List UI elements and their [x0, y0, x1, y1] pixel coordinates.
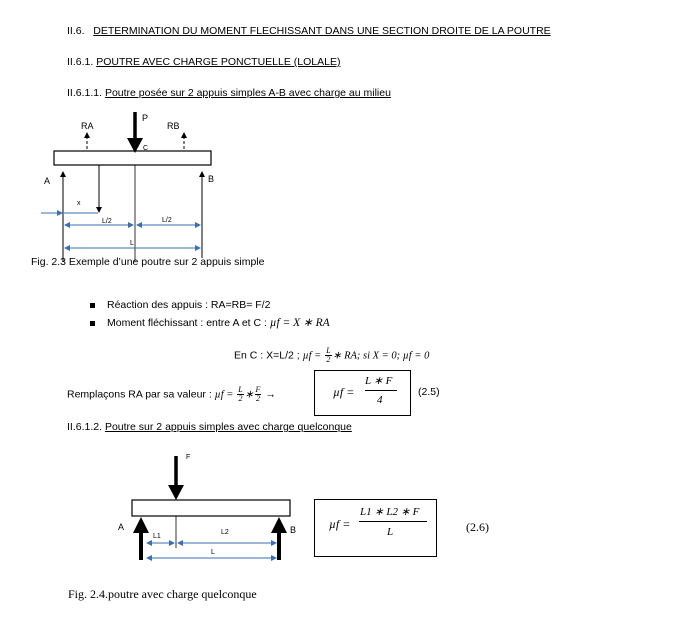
label-rb: RB [167, 121, 180, 131]
formula-mu: µf = [333, 385, 355, 399]
fraction-bar [365, 390, 397, 391]
heading-title: POUTRE AVEC CHARGE PONCTUELLE (LOLALE) [96, 56, 341, 68]
formula-moment-ac: µf = X ∗ RA [269, 317, 330, 329]
formula-numerator: L ∗ F [365, 375, 393, 387]
label-l1: L1 [153, 533, 161, 540]
label-l: L [211, 549, 215, 556]
label-x: x [77, 200, 81, 207]
load-f-arrowhead [168, 485, 184, 500]
label-b: B [208, 174, 215, 184]
figure-caption: Fig. 2.3 Exemple d’une poutre sur 2 appuis simple [31, 256, 265, 268]
label-b: B [290, 525, 297, 535]
label-l: L [130, 240, 134, 247]
equation-number: (2.6) [466, 520, 489, 534]
formula-prefix: Remplaçons RA par sa valeur : [67, 388, 215, 401]
formula-mu: µf = [214, 389, 234, 401]
fraction: $\frac{L}{2}$ [238, 385, 243, 403]
bullet-icon [90, 303, 95, 308]
label-l2-left: L/2 [102, 218, 112, 225]
formula-prefix: En C : X=L/2 ; [234, 349, 303, 362]
bullet-icon [90, 321, 95, 326]
label-ra: RA [81, 121, 94, 131]
beam [54, 151, 211, 165]
formula-mu: µf = [329, 517, 351, 531]
equation-number: (2.5) [418, 386, 440, 398]
bullet-text: Réaction des appuis : RA=RB= F/2 [107, 299, 271, 311]
fraction-bar [359, 521, 427, 522]
formula-mu: µf = [302, 350, 322, 362]
support-b-arrowhead [271, 517, 287, 533]
label-l2-right: L/2 [162, 217, 172, 224]
heading-number: II.6.1.1. [67, 87, 103, 99]
heading-section-ii612 [67, 421, 352, 434]
label-f: F [186, 454, 191, 461]
formula-box-2-6 [314, 499, 437, 557]
figure-caption: Fig. 2.4.poutre avec charge quelconque [68, 587, 257, 601]
label-c: C [143, 145, 149, 152]
heading-title: DETERMINATION DU MOMENT FLECHISSANT DANS UNE SECTION DROITE DE LA POUTRE [93, 25, 551, 37]
formula-numerator: L1 ∗ L2 ∗ F [360, 506, 420, 518]
formula-denominator: L [387, 526, 394, 538]
label-a: A [44, 176, 51, 186]
times-symbol: ∗ [244, 389, 254, 401]
heading-title: Poutre posée sur 2 appuis simples A-B avec charge au milieu [104, 87, 391, 99]
formula-box-2-5 [314, 370, 411, 416]
label-l2: L2 [221, 529, 229, 536]
support-a-arrowhead [133, 517, 149, 533]
heading-number: II.6. [67, 25, 85, 37]
list-item [90, 299, 270, 312]
heading-title: Poutre sur 2 appuis simples avec charge quelconque [104, 421, 352, 433]
formula-rest: ∗ RA; si X = 0; µf = 0 [332, 350, 430, 362]
formula-at-c [234, 347, 429, 364]
beam [132, 500, 290, 516]
list-item [90, 317, 330, 330]
bullet-text: Moment fléchissant : entre A et C : [107, 317, 270, 329]
label-p: P [142, 113, 149, 123]
formula-substitution [67, 386, 276, 403]
formula-denominator: 4 [377, 394, 383, 406]
heading-number: II.6.1.2. [67, 421, 103, 433]
label-a: A [118, 522, 125, 532]
heading-number: II.6.1. [67, 56, 94, 68]
fraction: $\frac{L}{2}$ [326, 346, 331, 364]
arrow-symbol: → [265, 388, 276, 401]
fraction: $\frac{F}{2}$ [255, 385, 261, 403]
